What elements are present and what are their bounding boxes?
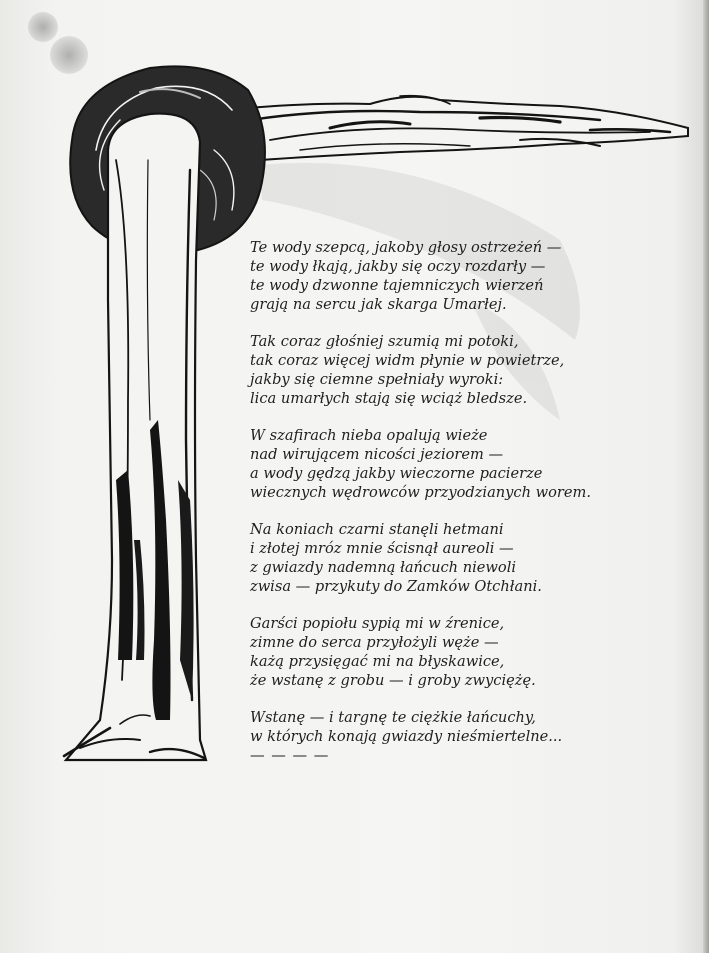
poem-line: Na koniach czarni stanęli hetmani: [250, 521, 504, 538]
closing-dashes: — — — —: [250, 747, 330, 764]
poem-line: W szafirach nieba opalują wieże: [250, 427, 488, 444]
stanza-4: [250, 520, 580, 596]
poem-line: zimne do serca przyłożyli węże —: [250, 634, 499, 651]
poem-line: w których konają gwiazdy nieśmiertelne...: [250, 728, 563, 745]
poem-line: te wody łkają, jakby się oczy rozdarły —: [250, 258, 546, 275]
poem-line: Garści popiołu sypią mi w źrenice,: [250, 615, 505, 632]
poem-line: Tak coraz głośniej szumią mi potoki,: [250, 333, 519, 350]
horizontal-beam: [205, 96, 688, 160]
stanza-3: [250, 426, 591, 502]
stanza-2: [250, 332, 580, 408]
poem-line: wiecznych wędrowców przyodzianych worem.: [250, 484, 591, 501]
poem-line: nad wirującem nicości jeziorem —: [250, 446, 504, 463]
poem-line: a wody gędzą jakby wieczorne pacierze: [250, 465, 543, 482]
poem-line: Wstanę — i targnę te ciężkie łańcuchy,: [250, 709, 536, 726]
poem-line: że wstanę z grobu — i groby zwyciężę.: [250, 672, 536, 689]
stanza-6: [250, 708, 580, 765]
poem-text: [250, 238, 591, 765]
poem-line: tak coraz więcej widm płynie w powietrze,: [250, 352, 565, 369]
poem-line: i złotej mróz mnie ścisnął aureoli —: [250, 540, 514, 557]
poem-line: z gwiazdy nademną łańcuch niewoli: [250, 559, 517, 576]
stanza-1: [250, 238, 580, 314]
poem-line: jakby się ciemne spełniały wyroki:: [250, 371, 504, 388]
poem-line: grają na sercu jak skarga Umarłej.: [250, 296, 507, 313]
poem-line: każą przysięgać mi na błyskawice,: [250, 653, 505, 670]
poem-line: Te wody szepcą, jakoby głosy ostrzeżeń —: [250, 239, 562, 256]
poem-line: te wody dzwonne tajemniczych wierzeń: [250, 277, 544, 294]
stanza-5: [250, 614, 580, 690]
poem-line: lica umarłych stają się wciąż bledsze.: [250, 390, 528, 407]
poem-line: zwisa — przykuty do Zamków Otchłani.: [250, 578, 542, 595]
